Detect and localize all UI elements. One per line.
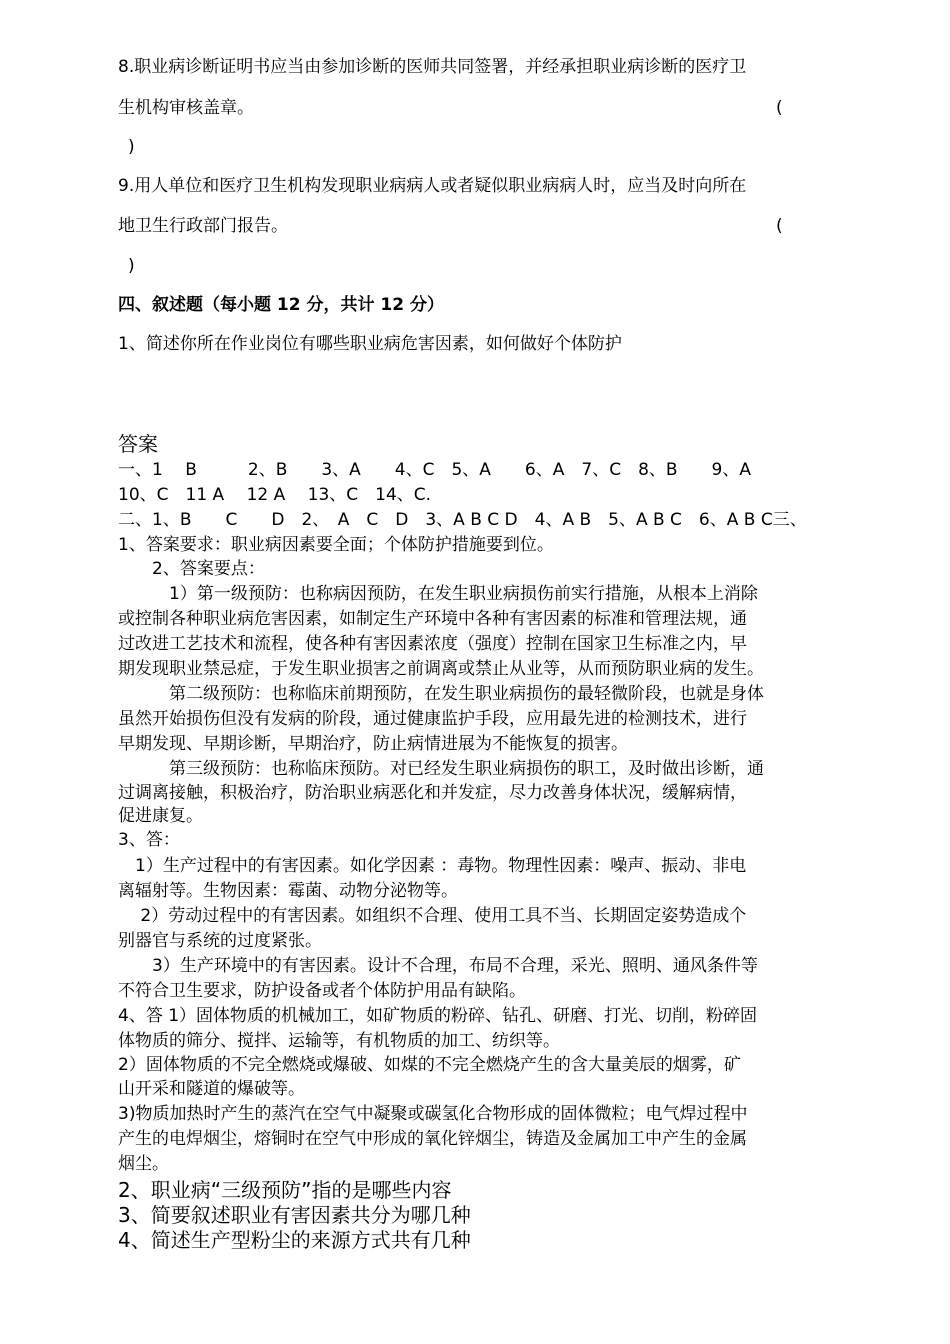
answer-line: 别器官与系统的过度紧张。 [118, 931, 322, 951]
section-4-heading: 四、叙述题（每小题 12 分，共计 12 分） [118, 295, 444, 315]
trailing-question-3: 3、简要叙述职业有害因素共分为哪几种 [118, 1203, 471, 1227]
answer-line: 2）固体物质的不完全燃烧或爆破、如煤的不完全燃烧产生的含大量美辰的烟雾，矿 [118, 1055, 741, 1075]
answer-line: 2、答案要点： [118, 559, 265, 579]
answer-line: 体物质的筛分、搅拌、运输等，有机物质的加工、纺织等。 [118, 1031, 560, 1051]
answer-line: 3）生产环境中的有害因素。设计不合理，布局不合理，采光、照明、通风条件等 [118, 956, 758, 976]
answer-line: 4、答 1）固体物质的机械加工，如矿物质的粉碎、钻孔、研磨、打光、切削，粉碎固 [118, 1006, 758, 1026]
answer-line: 1、答案要求：职业病因素要全面；个体防护措施要到位。 [118, 535, 554, 555]
answer-blank-close: ) [128, 137, 135, 157]
answer-line: 3、答： [118, 830, 180, 850]
answer-line: 一、1 B 2、B 3、A 4、C 5、A 6、A 7、C 8、B 9、A [118, 460, 751, 480]
answer-line: 山开采和隧道的爆破等。 [118, 1079, 305, 1099]
question-9-line-1: 9.用人单位和医疗卫生机构发现职业病病人或者疑似职业病病人时，应当及时向所在 [118, 176, 747, 196]
answer-line: 3)物质加热时产生的蒸汽在空气中凝聚或碳氢化合物形成的固体微粒；电气焊过程中 [118, 1104, 748, 1124]
answer-line: 离辐射等。生物因素：霉菌、动物分泌物等。 [118, 881, 458, 901]
answer-line: 烟尘。 [118, 1154, 169, 1174]
answers-title: 答案 [118, 432, 158, 456]
question-9-line-2: 地卫生行政部门报告。 [118, 216, 288, 236]
answer-line: 2）劳动过程中的有害因素。如组织不合理、使用工具不当、长期固定姿势造成个 [118, 906, 747, 926]
section-4-question-1: 1、简述你所在作业岗位有哪些职业病危害因素，如何做好个体防护 [118, 334, 622, 354]
answer-line: 过调离接触，积极治疗，防治职业病恶化和并发症，尽力改善身体状况，缓解病情， [118, 783, 747, 803]
answer-line: 促进康复。 [118, 806, 203, 826]
answer-line: 期发现职业禁忌症，于发生职业损害之前调离或禁止从业等，从而预防职业病的发生。 [118, 659, 764, 679]
answer-line: 10、C 11 A 12 A 13、C 14、C. [118, 485, 432, 505]
answer-line: 产生的电焊烟尘，熔铜时在空气中形成的氧化锌烟尘，铸造及金属加工中产生的金属 [118, 1129, 747, 1149]
answer-line: 或控制各种职业病危害因素，如制定生产环境中各种有害因素的标准和管理法规，通 [118, 609, 747, 629]
answer-line: 1）第一级预防：也称病因预防，在发生职业病损伤前实行措施，从根本上消除 [118, 584, 758, 604]
answer-line: 第三级预防：也称临床预防。对已经发生职业病损伤的职工，及时做出诊断，通 [118, 759, 764, 779]
answer-blank-close: ) [128, 256, 135, 276]
trailing-question-4: 4、简述生产型粉尘的来源方式共有几种 [118, 1228, 471, 1252]
question-8-line-1: 8.职业病诊断证明书应当由参加诊断的医师共同签署，并经承担职业病诊断的医疗卫 [118, 57, 747, 77]
answer-line: 虽然开始损伤但没有发病的阶段，通过健康监护手段，应用最先进的检测技术，进行 [118, 709, 747, 729]
answer-blank-open: ( [776, 216, 783, 236]
answer-line: 不符合卫生要求，防护设备或者个体防护用品有缺陷。 [118, 981, 526, 1001]
answer-line: 第二级预防：也称临床前期预防，在发生职业病损伤的最轻微阶段，也就是身体 [118, 684, 764, 704]
answer-line: 二、1、B C D 2、 A C D 3、A B C D 4、A B 5、A B C 6、A B C三、 [118, 510, 807, 530]
answer-line: 过改进工艺技术和流程，使各种有害因素浓度（强度）控制在国家卫生标准之内，早 [118, 634, 747, 654]
question-8-line-2: 生机构审核盖章。 [118, 98, 254, 118]
answer-line: 早期发现、早期诊断，早期治疗，防止病情进展为不能恢复的损害。 [118, 734, 628, 754]
answer-line: 1）生产过程中的有害因素。如化学因素 ：毒物。物理性因素：噪声、振动、非电 [118, 856, 747, 876]
answer-blank-open: ( [776, 98, 783, 118]
trailing-question-2: 2、职业病“三级预防”指的是哪些内容 [118, 1178, 452, 1202]
